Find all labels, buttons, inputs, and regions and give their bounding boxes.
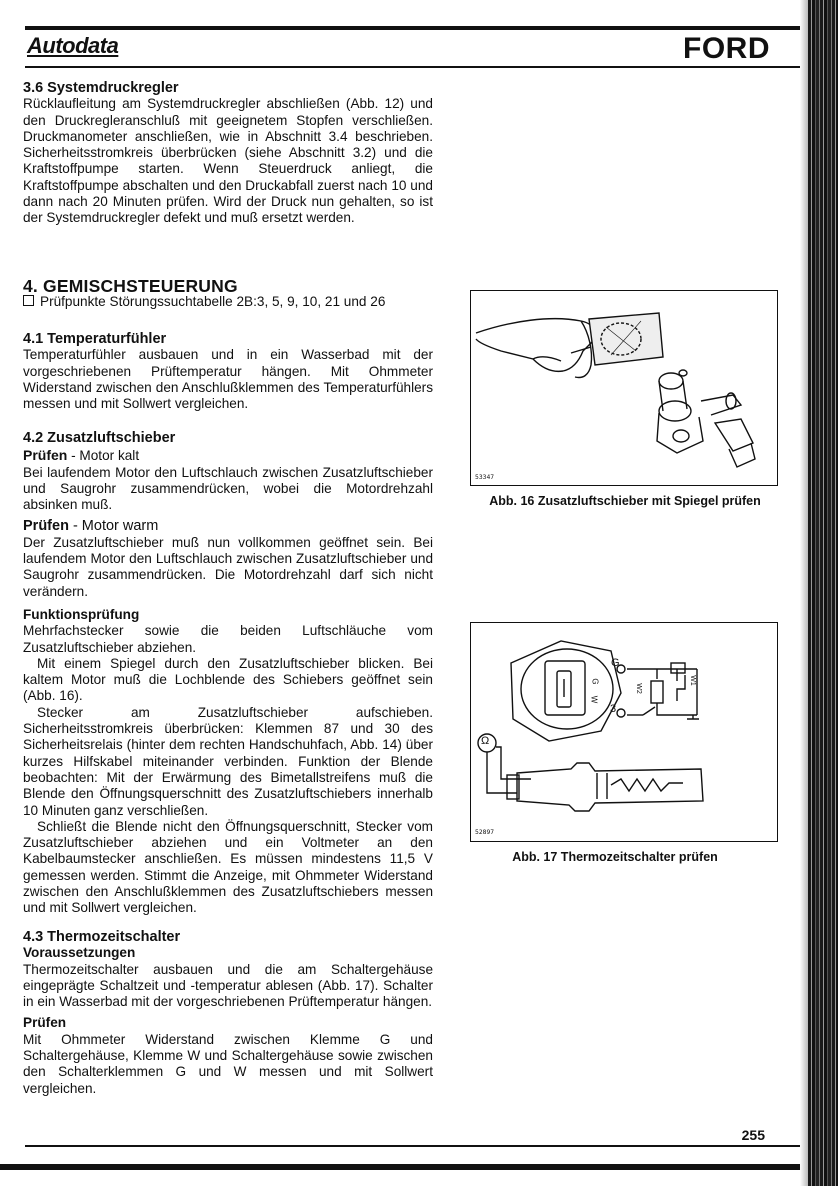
footer-rule bbox=[25, 1145, 800, 1147]
figure-ref: 52897 bbox=[475, 829, 495, 836]
scan-edge bbox=[800, 0, 838, 1186]
figure-17 bbox=[470, 622, 778, 842]
section-title: 4.3 Thermozeitschalter bbox=[23, 929, 181, 945]
paragraph: Thermozeitschalter ausbauen und die am Schaltergehäuse eingeprägte Schaltzeit und -temperatur ablesen (Abb. 17). Schalter in ein Wasserbad mit der vorgeschriebenen Prüftemperatur hängen. bbox=[23, 961, 433, 1010]
header-underline bbox=[25, 66, 800, 68]
subsection-title: Funktionsprüfung bbox=[23, 606, 140, 622]
subsection-title: Prüfen bbox=[23, 1015, 67, 1031]
section-4 bbox=[23, 278, 433, 311]
checkpoints-line bbox=[23, 294, 433, 310]
checkpoints-text: Prüfpunkte Störungssuchtabelle 2B:3, 5, 9, 10, 21 und 26 bbox=[40, 294, 386, 310]
ohm-symbol: Ω bbox=[481, 735, 490, 747]
section-4-1 bbox=[23, 331, 433, 412]
subhead-label: Prüfen bbox=[23, 518, 69, 535]
header-rule bbox=[25, 26, 800, 30]
section-title: 3.6 Systemdruckregler bbox=[23, 80, 179, 96]
section-title: 4.1 Temperaturfühler bbox=[23, 331, 167, 347]
section-3-6 bbox=[23, 80, 433, 227]
chapter-title: 4. GEMISCHSTEUERUNG bbox=[23, 276, 238, 296]
figure-ref: 53347 bbox=[475, 474, 495, 481]
paragraph: Stecker am Zusatzluftschieber aufschieben. Sicherheitsstromkreis überbrücken: Klemmen 87 und 30 des Sicherheitsrelais (hinter dem rechten Handschuhfach, Abb. 14) über kurzes Hilfskabel miteinander verbinden. Funktion der Blende beobachten: Mit der Erwärmung des Bimetallstreifens muß die Blende den Öffnungsquerschnitt des Zusatzluftschiebers innerhalb 10 Minuten ganz verschließen. bbox=[23, 704, 433, 818]
paragraph: Mit Ohmmeter Widerstand zwischen Klemme G und Schaltergehäuse, Klemme W und Schaltergehäuse sowie zwischen den Schalterklemmen G und W messen und mit Sollwert vergleichen. bbox=[23, 1031, 433, 1096]
wire-w2-label: W2 bbox=[634, 683, 642, 694]
page-number: 255 bbox=[741, 1127, 765, 1143]
figure-17-caption: Abb. 17 Thermozeitschalter prüfen bbox=[512, 850, 718, 864]
subhead-cold bbox=[23, 447, 433, 464]
paragraph: Schließt die Blende nicht den Öffnungsquerschnitt, Stecker vom Zusatzluftschieber abziehen und ein Voltmeter an den Kabelbaumstecker anschließen. Es müssen mindestens 11,5 V gemessen werden. Stimmt die Anzeige, mit Ohmmeter Widerstand zwischen den Anschlußklemmen des Zusatzluftschiebers messen und mit Sollwert vergleichen. bbox=[23, 818, 433, 916]
air-valve-mirror-illustration bbox=[471, 291, 777, 485]
subhead-label: Prüfen bbox=[23, 447, 68, 464]
thermo-switch-illustration bbox=[471, 623, 777, 841]
paragraph: Rücklaufleitung am Systemdruckregler abschließen (Abb. 12) und den Druckregleranschluß mit geeignetem Stopfen verschließen. Druckmanometer anschließen, wie in Abschnitt 3.4 beschrieben. Sicherheitsstromkreis überbrücken (siehe Abschnitt 3.2) und die Kraftstoffpumpe starten. Wenn Steuerdruck anliegt, die Kraftstoffpumpe abschalten und den Druckabfall zuerst nach 10 und dann nach 20 Minuten prüfen. Wird der Druck nun gehalten, so ist der Systemdruckregler defekt und muß ersetzt werden. bbox=[23, 96, 433, 226]
footer-bar bbox=[0, 1164, 800, 1170]
paragraph: Mehrfachstecker sowie die beiden Luftschläuche vom Zusatzluftschieber abziehen. bbox=[23, 623, 433, 655]
paragraph: Temperaturfühler ausbauen und in ein Wasserbad mit der vorgeschriebenen Prüftemperatur hängen. Mit Ohmmeter Widerstand zwischen den Anschlußklemmen des Temperaturfühlers messen und mit Sollwert vergleichen. bbox=[23, 347, 433, 412]
connector-g-label: G bbox=[590, 678, 600, 685]
terminal-g-label: G bbox=[611, 657, 620, 669]
subhead-suffix: - Motor warm bbox=[68, 518, 159, 535]
figure-16 bbox=[470, 290, 778, 486]
section-title: 4.2 Zusatzluftschieber bbox=[23, 430, 176, 446]
subhead-warm bbox=[23, 518, 433, 534]
terminal-3-label: 3 bbox=[610, 703, 617, 715]
wire-w1-label: W1 bbox=[688, 675, 696, 686]
figure-16-caption: Abb. 16 Zusatzluftschieber mit Spiegel prüfen bbox=[489, 494, 761, 508]
checkbox-icon bbox=[23, 295, 34, 306]
brand-title: FORD bbox=[683, 32, 770, 65]
paragraph: Bei laufendem Motor den Luftschlauch zwischen Zusatzluftschieber und Saugrohr zusammendrücken, wobei die Motordrehzahl absinken muß. bbox=[23, 464, 433, 513]
paragraph: Mit einem Spiegel durch den Zusatzluftschieber blicken. Bei kaltem Motor muß die Lochblende des Schiebers geöffnet sein (Abb. 16). bbox=[23, 655, 433, 704]
section-4-2 bbox=[23, 430, 433, 917]
subhead-suffix: - Motor kalt bbox=[67, 448, 140, 464]
autodata-logo: Autodata bbox=[27, 33, 119, 58]
subsection-title: Voraussetzungen bbox=[23, 945, 136, 961]
paragraph: Der Zusatzluftschieber muß nun vollkommen geöffnet sein. Bei laufendem Motor den Luftschlauch zwischen Zusatzluftschieber und Saugrohr zusammendrücken. Die Motordrehzahl darf sich nicht verändern. bbox=[23, 534, 433, 599]
connector-w-label: W bbox=[589, 695, 599, 704]
section-4-3 bbox=[23, 929, 433, 1097]
